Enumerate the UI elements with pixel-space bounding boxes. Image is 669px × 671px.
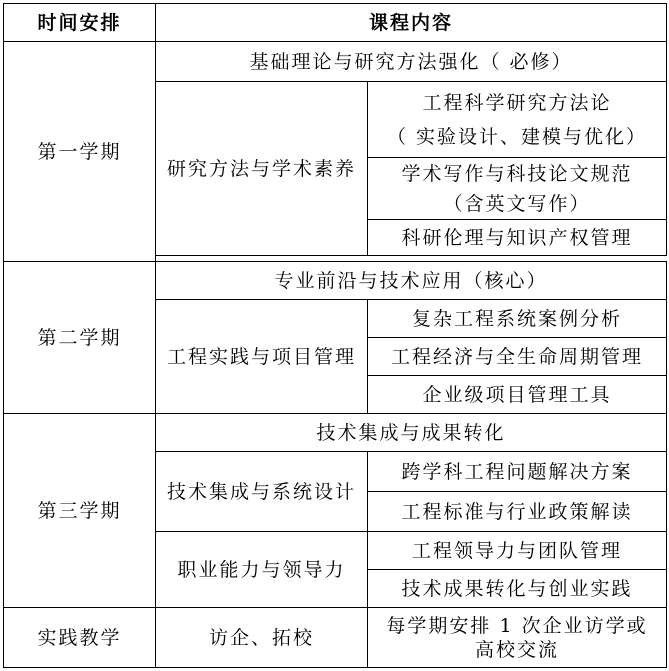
semester3-label: 第三学期 bbox=[4, 414, 156, 608]
semester2-item-1: 复杂工程系统案例分析 bbox=[368, 300, 667, 338]
semester2-core-course: 专业前沿与技术应用（核心） bbox=[156, 262, 667, 300]
practice-row bbox=[4, 608, 667, 668]
semester3-heading: 技术集成与成果转化 bbox=[156, 414, 667, 452]
semester3-group-2-item-1: 工程领导力与团队管理 bbox=[368, 532, 667, 570]
practice-activity: 访企、拓校 bbox=[156, 608, 368, 668]
semester1-item-2-line2: （含英文写作） bbox=[443, 192, 591, 215]
header-content: 课程内容 bbox=[156, 4, 667, 42]
practice-detail bbox=[368, 608, 667, 668]
semester1-item-2 bbox=[368, 158, 667, 220]
header-row bbox=[4, 4, 667, 42]
semester1-item-2-line1: 学术写作与科技论文规范 bbox=[401, 162, 633, 185]
semester1-item-1 bbox=[368, 82, 667, 158]
semester1-group: 研究方法与学术素养 bbox=[156, 82, 368, 256]
semester3-group-1: 技术集成与系统设计 bbox=[156, 452, 368, 532]
semester1-row-required bbox=[4, 42, 667, 82]
semester2-row-core bbox=[4, 262, 667, 300]
semester1-item-3: 科研伦理与知识产权管理 bbox=[368, 220, 667, 256]
header-time: 时间安排 bbox=[4, 4, 156, 42]
semester2-item-3: 企业级项目管理工具 bbox=[368, 376, 667, 414]
semester2-group: 工程实践与项目管理 bbox=[156, 300, 368, 414]
semester2-label: 第二学期 bbox=[4, 262, 156, 414]
semester2-item-2: 工程经济与全生命周期管理 bbox=[368, 338, 667, 376]
semester3-group-1-item-2: 工程标准与行业政策解读 bbox=[368, 492, 667, 532]
semester3-row-heading bbox=[4, 414, 667, 452]
semester1-label: 第一学期 bbox=[4, 42, 156, 262]
course-schedule-table bbox=[3, 3, 667, 668]
semester3-group-1-item-1: 跨学科工程问题解决方案 bbox=[368, 452, 667, 492]
semester3-group-2-item-2: 技术成果转化与创业实践 bbox=[368, 570, 667, 608]
semester1-item-1-line2: （ 实验设计、建模与优化） bbox=[386, 125, 648, 148]
practice-detail-line2: 高校交流 bbox=[475, 638, 560, 661]
semester1-item-1-line1: 工程科学研究方法论 bbox=[422, 91, 612, 114]
semester3-group-2: 职业能力与领导力 bbox=[156, 532, 368, 608]
semester1-required-course: 基础理论与研究方法强化（ 必修） bbox=[156, 42, 667, 82]
practice-label: 实践教学 bbox=[4, 608, 156, 668]
practice-detail-line1: 每学期安排 1 次企业访学或 bbox=[386, 614, 648, 637]
